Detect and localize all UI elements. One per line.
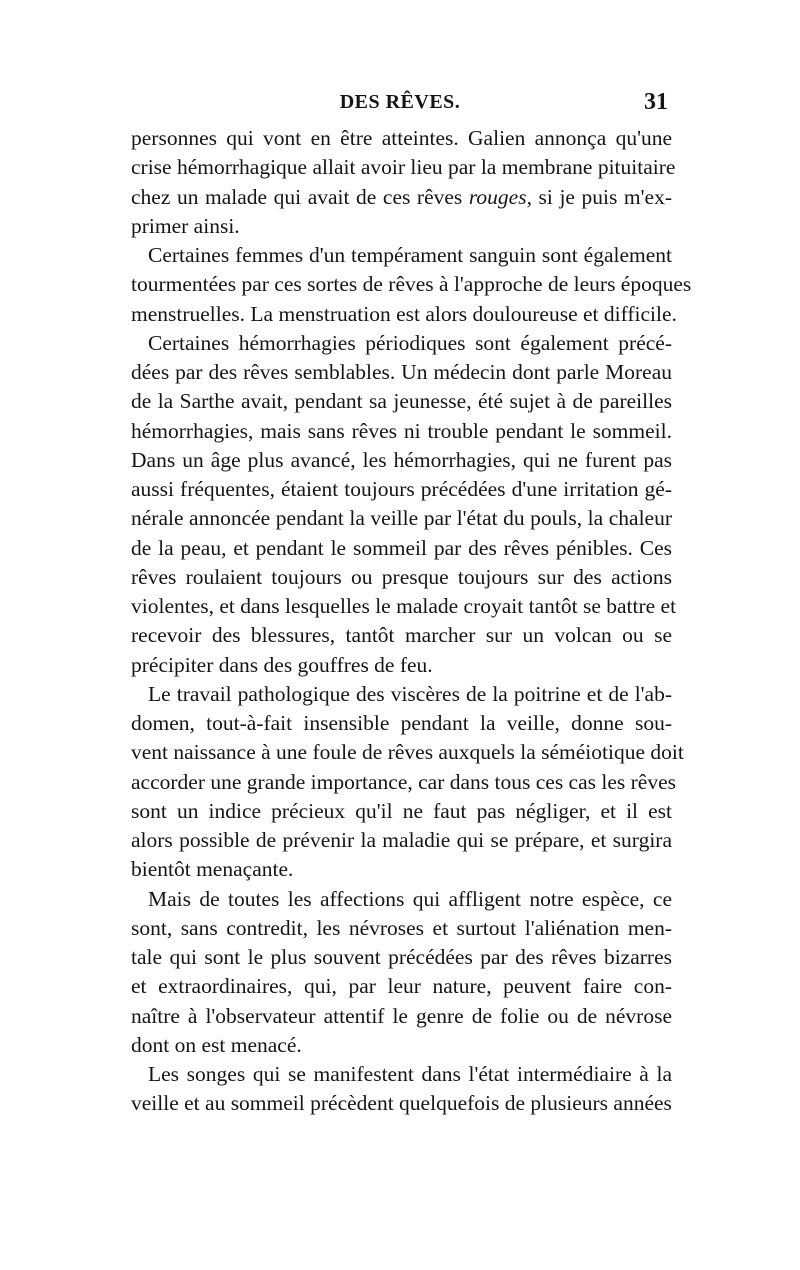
paragraph	[131, 885, 672, 1061]
text-line: Certaines femmes d'un tempérament sanguin sont également	[148, 243, 672, 267]
text-line: précipiter dans des gouffres de feu.	[131, 652, 433, 677]
text-line: Mais de toutes les affections qui affligent notre espèce, ce	[148, 886, 672, 911]
text-line: bientôt menaçante.	[131, 857, 294, 882]
text-line: Certaines hémorrhagies périodiques sont également précé-	[148, 330, 672, 355]
paragraph	[131, 124, 676, 241]
text-line: Le travail pathologique des viscères de la poitrine et de l'ab-	[148, 681, 672, 706]
running-head	[128, 91, 672, 119]
text-line: dont on est menacé.	[131, 1032, 302, 1057]
text-line: sont un indice précieux qu'il ne faut pas négliger, et il est	[131, 798, 672, 823]
text-line: de la Sarthe avait, pendant sa jeunesse, été sujet à de pareilles	[131, 389, 672, 414]
text-line: dées par des rêves semblables. Un médecin dont parle Moreau	[131, 360, 672, 384]
text-line: violentes, et dans lesquelles le malade croyait tantôt se battre et	[131, 594, 677, 618]
text-line: crise hémorrhagique allait avoir lieu par la membrane pituitaire	[131, 155, 676, 180]
paragraph	[131, 1060, 672, 1119]
text-line: chez un malade qui avait de ces rêves rouges, si je puis m'ex-	[131, 184, 672, 209]
paragraph	[131, 680, 684, 885]
text-line: tale qui sont le plus souvent précédées par des rêves bizarres	[131, 945, 672, 969]
text-line: accorder une grande importance, car dans tous ces cas les rêves	[131, 769, 677, 794]
italic-word: rouges	[468, 184, 527, 209]
text-line: naître à l'observateur attentif le genre de folie ou de névrose	[131, 1003, 672, 1028]
text-line: sont, sans contredit, les névroses et surtout l'aliénation men-	[131, 915, 672, 940]
page-number: 31	[644, 89, 668, 115]
body-text	[131, 124, 692, 1119]
text-line: Les songes qui se manifestent dans l'état intermédiaire à la	[148, 1062, 672, 1086]
text-line: nérale annoncée pendant la veille par l'état du pouls, la chaleur	[131, 506, 672, 531]
text-line: Dans un âge plus avancé, les hémorrhagies, qui ne furent pas	[131, 447, 672, 472]
text-line: personnes qui vont en être atteintes. Galien annonça qu'une	[131, 126, 672, 150]
text-line: hémorrhagies, mais sans rêves ni trouble pendant le sommeil.	[131, 418, 672, 443]
text-line: de la peau, et pendant le sommeil par des rêves pénibles. Ces	[131, 535, 672, 560]
running-title: DES RÊVES.	[339, 91, 461, 113]
paragraph	[131, 329, 677, 680]
text-line: recevoir des blessures, tantôt marcher sur un volcan ou se	[131, 623, 672, 648]
text-line: aussi fréquentes, étaient toujours précédées d'une irritation gé-	[131, 477, 672, 501]
text-line: veille et au sommeil précèdent quelquefois de plusieurs années	[131, 1091, 672, 1116]
text-line: domen, tout-à-fait insensible pendant la veille, donne sou-	[131, 711, 672, 735]
text-line: tourmentées par ces sortes de rêves à l'approche de leurs époques	[131, 272, 692, 297]
text-line: primer ainsi.	[131, 213, 240, 238]
text-line: et extraordinaires, qui, par leur nature, peuvent faire con-	[131, 974, 672, 999]
text-line: menstruelles. La menstruation est alors douloureuse et difficile.	[131, 301, 677, 326]
text-line: alors possible de prévenir la maladie qui se prépare, et surgira	[131, 828, 672, 852]
paragraph	[131, 241, 692, 329]
text-line: rêves roulaient toujours ou presque toujours sur des actions	[131, 564, 672, 589]
text-line: vent naissance à une foule de rêves auxquels la séméiotique doit	[131, 740, 684, 765]
